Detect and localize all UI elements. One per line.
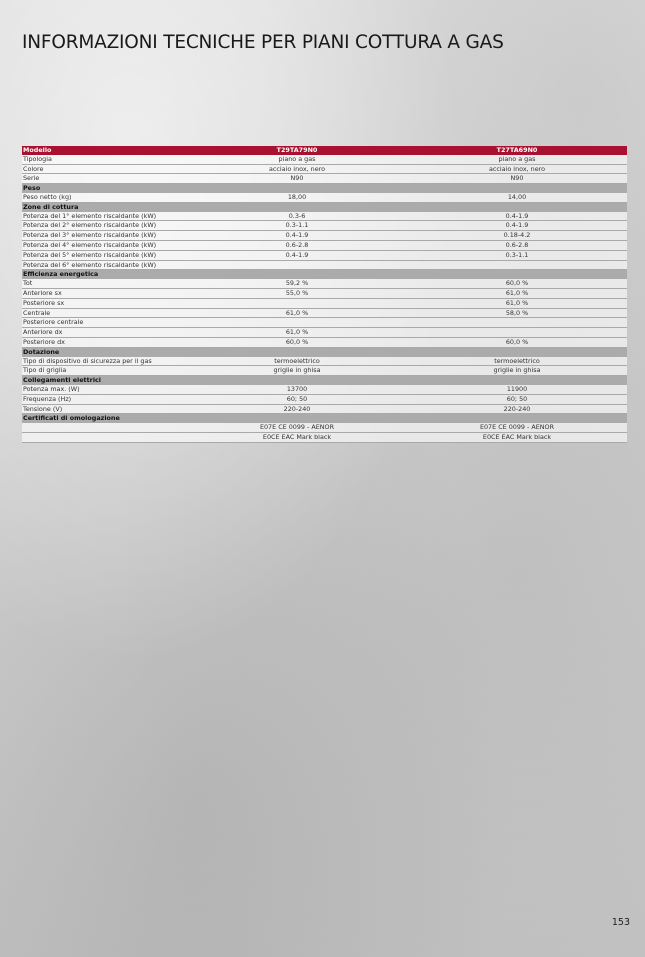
row-value-2: E07E CE 0099 - AENOR [407, 423, 627, 432]
row-value-1: 61,0 % [187, 308, 407, 318]
row-value-1: E0CE EAC Mark black [187, 432, 407, 442]
row-label: Potenza del 3° elemento riscaldante (kW) [22, 231, 187, 241]
row-label: Posteriore centrale [22, 318, 187, 328]
row-value-1: griglie in ghisa [187, 366, 407, 376]
table-row [22, 260, 627, 270]
row-value-1: 55,0 % [187, 288, 407, 298]
table-row [22, 394, 627, 404]
row-value-1 [187, 298, 407, 308]
row-value-2: N90 [407, 174, 627, 184]
row-value-2: termoelettrico [407, 357, 627, 366]
header-label: Modello [22, 146, 187, 155]
row-value-1: 0.3-6 [187, 212, 407, 221]
row-label: Centrale [22, 308, 187, 318]
section-label: Dotazione [22, 347, 627, 356]
table-row [22, 221, 627, 231]
table-row [22, 250, 627, 260]
row-value-2: griglie in ghisa [407, 366, 627, 376]
row-value-2 [407, 318, 627, 328]
section-row [22, 376, 627, 385]
row-value-2: 220-240 [407, 404, 627, 414]
row-label: Tipo di dispositivo di sicurezza per il gas [22, 357, 187, 366]
row-value-2: 0.18-4.2 [407, 231, 627, 241]
row-value-2 [407, 328, 627, 338]
header-model-1: T29TA79N0 [187, 146, 407, 155]
row-label: Potenza del 6° elemento riscaldante (kW) [22, 260, 187, 270]
row-label [22, 432, 187, 442]
row-value-1: 60,0 % [187, 337, 407, 347]
table-row [22, 240, 627, 250]
table-row [22, 308, 627, 318]
section-row [22, 202, 627, 211]
section-label: Zone di cottura [22, 202, 627, 211]
row-value-2: 58,0 % [407, 308, 627, 318]
row-value-2: 61,0 % [407, 288, 627, 298]
row-value-2: 0.4-1.9 [407, 212, 627, 221]
row-value-2: acciaio inox, nero [407, 164, 627, 174]
table-row [22, 288, 627, 298]
row-label: Anteriore dx [22, 328, 187, 338]
row-label: Tipologia [22, 155, 187, 164]
section-row [22, 347, 627, 356]
row-value-1: 60; 50 [187, 394, 407, 404]
row-value-1: acciaio inox, nero [187, 164, 407, 174]
row-label: Tipo di griglia [22, 366, 187, 376]
row-value-2: 60; 50 [407, 394, 627, 404]
spec-table [22, 146, 627, 443]
row-label: Posteriore sx [22, 298, 187, 308]
table-row [22, 385, 627, 394]
row-value-2: 0.4-1.9 [407, 221, 627, 231]
row-value-1: piano a gas [187, 155, 407, 164]
table-row [22, 231, 627, 241]
table-row [22, 328, 627, 338]
row-value-1: 0.6-2.8 [187, 240, 407, 250]
section-label: Collegamenti elettrici [22, 376, 627, 385]
row-value-1: termoelettrico [187, 357, 407, 366]
row-label [22, 423, 187, 432]
row-value-1 [187, 260, 407, 270]
table-row [22, 212, 627, 221]
table-row [22, 318, 627, 328]
table-row [22, 357, 627, 366]
row-label: Tot [22, 279, 187, 288]
row-value-1: 220-240 [187, 404, 407, 414]
section-row [22, 414, 627, 423]
row-label: Serie [22, 174, 187, 184]
table-header-row [22, 146, 627, 155]
row-label: Peso netto (kg) [22, 193, 187, 202]
table-row [22, 164, 627, 174]
row-label: Potenza del 5° elemento riscaldante (kW) [22, 250, 187, 260]
table-row [22, 298, 627, 308]
row-value-2: piano a gas [407, 155, 627, 164]
table-row [22, 155, 627, 164]
row-value-2: 60,0 % [407, 279, 627, 288]
row-label: Colore [22, 164, 187, 174]
row-label: Potenza del 4° elemento riscaldante (kW) [22, 240, 187, 250]
table-row [22, 174, 627, 184]
row-value-1: 13700 [187, 385, 407, 394]
row-value-1: 0.3-1.1 [187, 221, 407, 231]
section-label: Certificati di omologazione [22, 414, 627, 423]
row-value-2: 61,0 % [407, 298, 627, 308]
table-row [22, 193, 627, 202]
table-row [22, 366, 627, 376]
page-number: 153 [611, 917, 630, 928]
row-value-1: 61,0 % [187, 328, 407, 338]
row-label: Anteriore sx [22, 288, 187, 298]
row-label: Frequenza (Hz) [22, 394, 187, 404]
row-value-1: E07E CE 0099 - AENOR [187, 423, 407, 432]
row-value-2: 0.6-2.8 [407, 240, 627, 250]
row-value-2: 14,00 [407, 193, 627, 202]
row-value-2: 0.3-1.1 [407, 250, 627, 260]
table-row [22, 423, 627, 432]
row-label: Posteriore dx [22, 337, 187, 347]
row-value-1 [187, 318, 407, 328]
row-value-1: 59,2 % [187, 279, 407, 288]
row-value-2: 60,0 % [407, 337, 627, 347]
row-value-2 [407, 260, 627, 270]
row-value-1: N90 [187, 174, 407, 184]
row-value-1: 0.4-1.9 [187, 231, 407, 241]
row-label: Potenza del 1° elemento riscaldante (kW) [22, 212, 187, 221]
page-title: INFORMAZIONI TECNICHE PER PIANI COTTURA A GAS [22, 32, 504, 53]
row-value-1: 18,00 [187, 193, 407, 202]
section-row [22, 184, 627, 193]
table-row [22, 432, 627, 442]
row-value-2: E0CE EAC Mark black [407, 432, 627, 442]
header-model-2: T27TA69N0 [407, 146, 627, 155]
row-label: Potenza max. (W) [22, 385, 187, 394]
row-label: Tensione (V) [22, 404, 187, 414]
table-row [22, 404, 627, 414]
table-row [22, 279, 627, 288]
row-value-2: 11900 [407, 385, 627, 394]
row-label: Potenza del 2° elemento riscaldante (kW) [22, 221, 187, 231]
table-row [22, 337, 627, 347]
section-label: Peso [22, 184, 627, 193]
section-label: Efficienza energetica [22, 270, 627, 279]
row-value-1: 0.4-1.9 [187, 250, 407, 260]
section-row [22, 270, 627, 279]
